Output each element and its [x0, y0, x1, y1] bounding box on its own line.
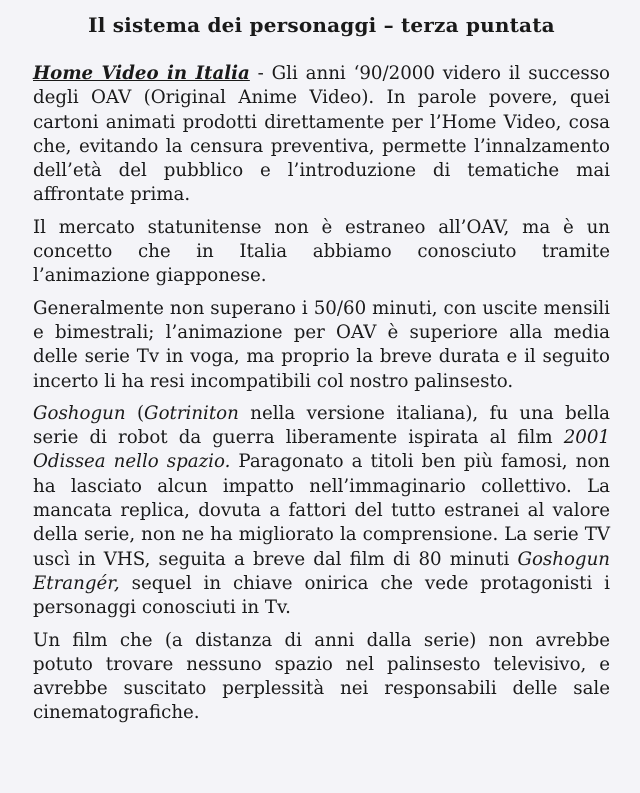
paragraph-mercato: Il mercato statunitense non è estraneo all’OAV, ma è un concetto che in Italia abbiamo conosciuto tramite l’animazione giapponese. [33, 216, 610, 287]
paragraph-film: Un film che (a distanza di anni dalla serie) non avrebbe potuto trovare nessuno spazio nel palinsesto televisivo, e avrebbe suscitato perplessità nei responsabili delle sale cinematografiche. [33, 629, 610, 724]
page-title: Il sistema dei personaggi – terza puntata [88, 13, 555, 37]
paragraph-text: Paragonato a titoli ben più famosi, non ha lasciato alcun impatto nell’immaginario collettivo. La mancata replica, dovuta a fattori del tutto estranei al valore della serie, non ne ha migliorato la comprensione. La serie TV uscì in VHS, seguita a breve dal film di 80 minuti [33, 451, 610, 570]
paragraph-text: nella versione italiana), fu una bella serie di robot da guerra liberamente ispirata al film [33, 402, 610, 449]
paragraph-text: - Gli anni ‘90/2000 videro il successo degli OAV (Original Anime Video). In parole povere, quei cartoni animati prodotti direttamente per l’Home Video, cosa che, evitando la censura preventiva, permette l’innalzamento dell’età del pubblico e l’introduzione di tematiche mai affrontate prima. [33, 63, 610, 206]
section-lead-heading: Home Video in Italia [33, 63, 250, 84]
work-title: 2001 Odissea nello spazio. [33, 427, 610, 473]
paragraph-text: ( [125, 402, 145, 424]
work-title: Goshogun Etrangér, [33, 548, 610, 594]
paragraph-text: sequel in chiave onirica che vede protagonisti i personaggi conosciuti in Tv. [33, 572, 610, 619]
work-title: Goshogun [33, 402, 126, 424]
paragraph-goshogun [33, 402, 610, 621]
work-title: Gotriniton [144, 402, 239, 424]
paragraph-home-video [33, 62, 610, 208]
paragraph-durata: Generalmente non superano i 50/60 minuti, con uscite mensili e bimestrali; l’animazione per OAV è superiore alla media delle serie Tv in voga, ma proprio la breve durata e il seguito incerto li ha resi incompatibili col nostro palinsesto. [33, 297, 610, 392]
